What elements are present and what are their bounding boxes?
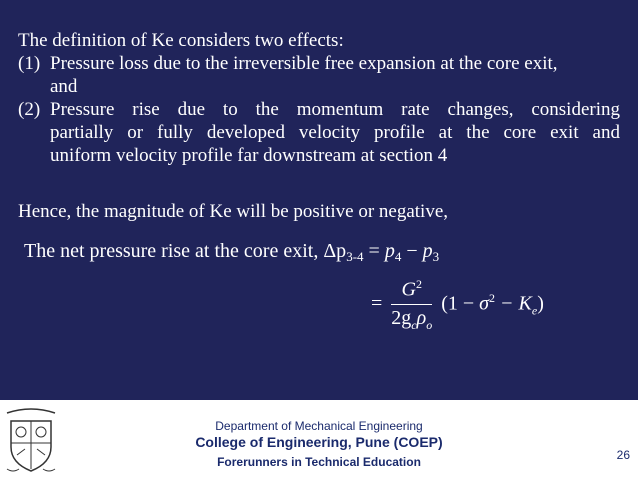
fraction-numerator: $G^2$ <box>391 277 432 305</box>
item-1-line-1: Pressure loss due to the irreversible free expansion at the core exit, <box>50 53 558 74</box>
net-pressure-equation <box>24 240 439 265</box>
item-1-line-2: and <box>50 76 78 97</box>
p3-subscript: 3 <box>432 249 440 264</box>
net-subscript: 3-4 <box>346 249 364 264</box>
item-2-line-2: partially or fully developed velocity profile at the core exit and <box>50 122 620 143</box>
fraction <box>391 277 432 333</box>
college-name: College of Engineering, Pune (COEP) <box>195 434 443 450</box>
p4-subscript: 4 <box>394 249 402 264</box>
footer <box>0 400 638 478</box>
department-name: Department of Mechanical Engineering <box>215 419 423 433</box>
tagline: Forerunners in Technical Education <box>217 455 421 469</box>
second-equation <box>371 277 544 333</box>
p3-symbol: p <box>422 240 433 262</box>
eq2-paren-open: (1 − <box>441 292 480 315</box>
heading: The definition of Ke considers two effects: <box>18 30 344 51</box>
p4-symbol: p <box>384 240 395 262</box>
eq2-equals: = <box>371 292 383 315</box>
minus-sign: − <box>406 240 418 262</box>
item-2-line-1: Pressure rise due to the momentum rate changes, considering <box>50 99 620 120</box>
K-subscript: e <box>531 303 538 318</box>
page-number: 26 <box>616 448 630 462</box>
item-2-line-3: uniform velocity profile far downstream at section 4 <box>50 145 448 166</box>
eq2-paren-close: ) <box>537 292 544 315</box>
net-text: The net pressure rise at the core exit, Δp <box>24 240 347 262</box>
hence-text: Hence, the magnitude of Ke will be positive or negative, <box>18 201 449 222</box>
sigma-symbol: σ <box>479 292 490 315</box>
item-2-number: (2) <box>18 99 41 120</box>
equals-sign: = <box>368 240 380 262</box>
minus-K: − K <box>495 292 532 315</box>
sigma-exponent: 2 <box>489 290 496 305</box>
fraction-denominator: $2g_c\rho_o$ <box>391 306 433 332</box>
item-1-number: (1) <box>18 53 41 74</box>
